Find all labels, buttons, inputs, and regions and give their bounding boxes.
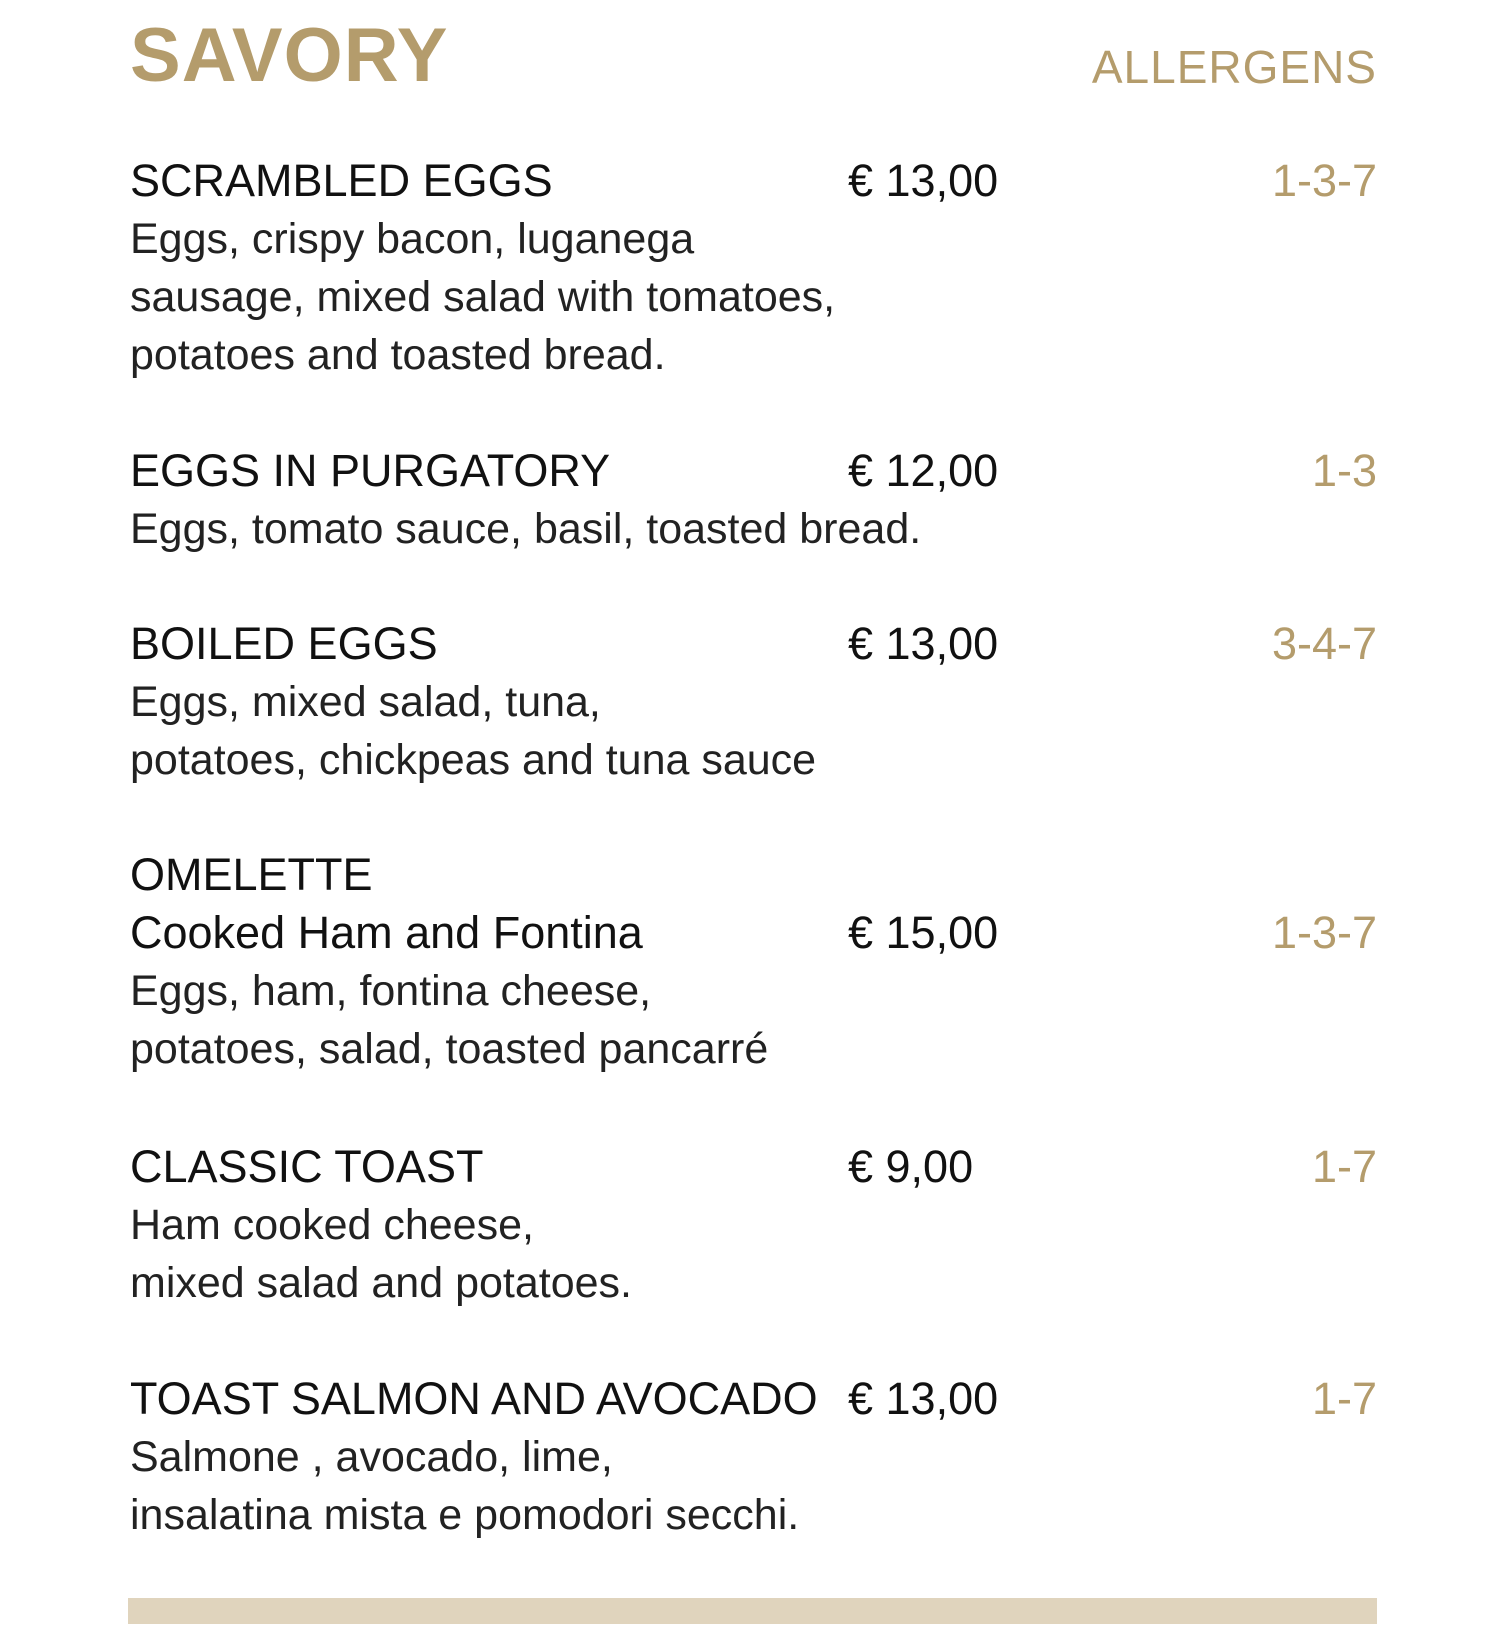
menu-item-price: € 13,00 [848,1373,999,1424]
menu-item-price: € 13,00 [848,155,999,206]
menu-item-name: CLASSIC TOAST [130,1141,484,1192]
menu-item-description-line: sausage, mixed salad with tomatoes, [130,273,836,321]
menu-item-description-line: Eggs, ham, fontina cheese, [130,967,652,1015]
menu-item-allergens: 3-4-7 [1271,618,1377,669]
menu-item-boiled-eggs [130,615,1377,789]
menu-item-price: € 12,00 [848,445,999,496]
bottom-divider-bar [128,1598,1377,1624]
menu-item-allergens: 1-3-7 [1271,907,1377,958]
menu-item-description-line: mixed salad and potatoes. [130,1259,632,1307]
menu-item-row [130,1138,1377,1196]
menu-item-name: OMELETTE [130,849,373,900]
section-title: SAVORY [130,13,449,98]
menu-item-row [130,615,1377,673]
menu-item-name: TOAST SALMON AND AVOCADO [130,1373,818,1424]
menu-item-subtitle: Cooked Ham and Fontina [130,907,643,958]
menu-item-row [130,442,1377,500]
menu-item-scrambled-eggs [130,152,1377,384]
menu-item-row [130,152,1377,210]
menu-item-description-line: potatoes, chickpeas and tuna sauce [130,736,817,784]
menu-item-subtitle-row [130,904,1377,962]
menu-item-price: € 9,00 [848,1141,974,1192]
menu-item-name: EGGS IN PURGATORY [130,445,611,496]
menu-item-name: SCRAMBLED EGGS [130,155,553,206]
menu-item-price: € 13,00 [848,618,999,669]
menu-item-row [130,1370,1377,1428]
menu-item-description-line: Eggs, crispy bacon, luganega [130,215,695,263]
menu-item-description-line: Salmone , avocado, lime, [130,1433,613,1481]
menu-item-allergens: 1-7 [1311,1373,1377,1424]
menu-item-toast-salmon-avocado [130,1370,1377,1544]
menu-item-description-line: insalatina mista e pomodori secchi. [130,1491,800,1539]
menu-item-allergens: 1-3 [1311,445,1377,496]
menu-item-description-line: Eggs, tomato sauce, basil, toasted bread. [130,505,922,553]
menu-item-row [130,846,1377,904]
menu-item-name: BOILED EGGS [130,618,438,669]
menu-item-description-line: Eggs, mixed salad, tuna, [130,678,601,726]
menu-item-description-line: potatoes and toasted bread. [130,331,666,379]
menu-item-classic-toast [130,1138,1377,1312]
menu-item-allergens: 1-7 [1311,1141,1377,1192]
menu-item-description-line: potatoes, salad, toasted pancarré [130,1025,769,1073]
allergens-header: ALLERGENS [1091,41,1377,93]
menu-item-price: € 15,00 [848,907,999,958]
menu-item-omelette [130,846,1377,1078]
menu-item-allergens: 1-3-7 [1271,155,1377,206]
menu-item-eggs-in-purgatory [130,442,1377,558]
menu-item-description-line: Ham cooked cheese, [130,1201,534,1249]
